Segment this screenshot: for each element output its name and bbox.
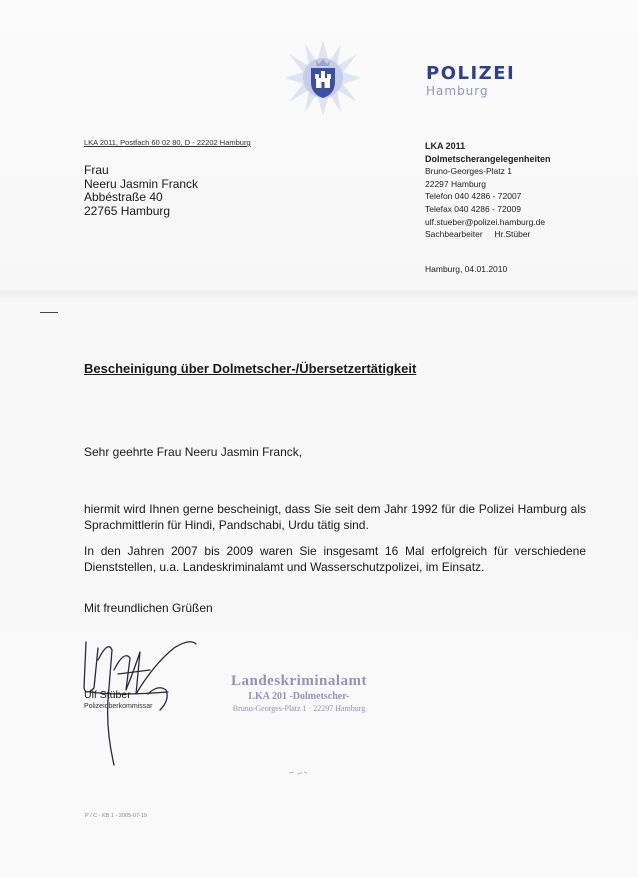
- dept-name: Dolmetscherangelegenheiten: [425, 153, 551, 164]
- signer-name: Ulf Stüber: [84, 689, 131, 701]
- closing-line: Mit freundlichen Grüßen: [84, 601, 213, 615]
- dept-email: ulf.stueber@polizei.hamburg.de: [425, 216, 546, 227]
- brand-line-2: Hamburg: [426, 84, 489, 98]
- recipient-address: [84, 164, 198, 218]
- clerk-name: Hr.Stüber: [494, 229, 531, 240]
- letter-subject: Bescheinigung über Dolmetscher-/Übersetzertätigkeit: [84, 361, 417, 376]
- dept-clerk: [425, 228, 551, 241]
- dept-city: 22297 Hamburg: [425, 178, 486, 189]
- dept-fax: Telefax 040 4286 - 72009: [425, 203, 521, 214]
- salutation: Sehr geehrte Frau Neeru Jasmin Franck,: [84, 445, 303, 459]
- footer-form-code: P / C - KB 1 - 2005-07-19: [85, 813, 147, 819]
- department-info: [425, 140, 551, 241]
- official-stamp: [214, 673, 384, 714]
- body-paragraph: In den Jahren 2007 bis 2009 waren Sie insgesamt 16 Mal erfolgreich für verschiedene Dienststellen, u.a. Landeskriminalamt und Wasserschutzpolizei, im Einsatz.: [84, 544, 586, 574]
- police-star-emblem-icon: [283, 38, 363, 118]
- stamp-line-2: LKA 201 -Dolmetscher-: [248, 691, 350, 702]
- clerk-label: Sachbearbeiter: [425, 229, 483, 240]
- letter-date: Hamburg, 04.01.2010: [425, 264, 508, 274]
- stamp-line-3: Bruno-Georges-Platz 1 · 22297 Hamburg: [232, 704, 366, 713]
- signer-title: Polizeioberkommissar: [84, 703, 153, 710]
- sender-return-address: LKA 2011, Postfach 60 02 80, D - 22202 Hamburg: [84, 138, 251, 147]
- stamp-line-1: Landeskriminalamt: [230, 673, 367, 689]
- scan-speck: [288, 771, 308, 775]
- police-brand: [426, 64, 515, 98]
- fold-mark: [40, 312, 58, 313]
- recipient-line: Neeru Jasmin Franck: [84, 176, 199, 191]
- dept-phone: Telefon 040 4286 - 72007: [425, 191, 522, 202]
- recipient-line: Abbéstraße 40: [84, 190, 163, 204]
- dept-street: Bruno-Georges-Platz 1: [425, 166, 512, 177]
- recipient-line: 22765 Hamburg: [84, 203, 171, 218]
- brand-line-1: POLIZEI: [426, 63, 516, 84]
- body-paragraph: hiermit wird Ihnen gerne bescheinigt, dass Sie seit dem Jahr 1992 für die Polizei Hamburg als Sprachmittlerin für Hindi, Pandschabi, Urdu tätig sind.: [84, 502, 586, 532]
- recipient-line: Frau: [84, 163, 109, 177]
- dept-unit: LKA 2011: [425, 141, 466, 151]
